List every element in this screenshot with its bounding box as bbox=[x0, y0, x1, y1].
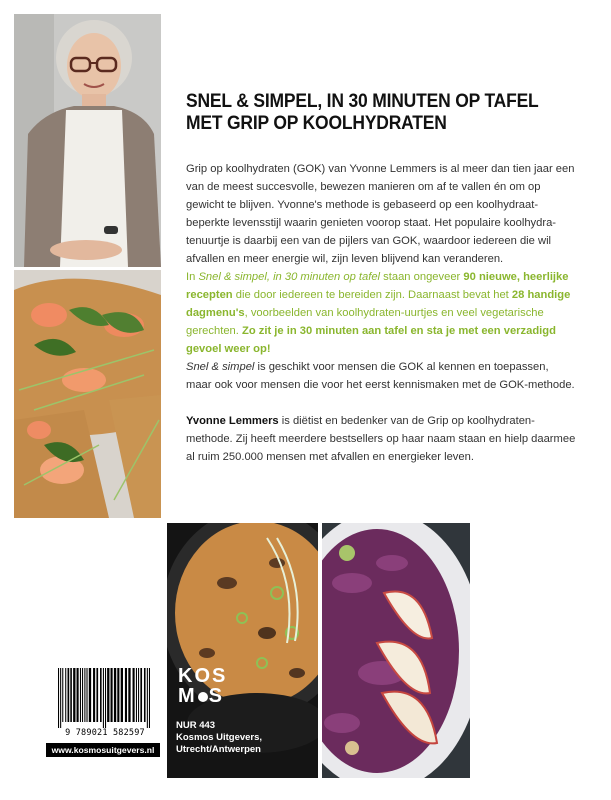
p2-highlight-tagline: Zo zit je in 30 minuten aan tafel en sta je met een verzadigd gevoel weer op! bbox=[186, 325, 556, 355]
barcode-bar bbox=[114, 668, 116, 722]
barcode-bar bbox=[80, 668, 81, 722]
barcode-bar bbox=[111, 668, 113, 722]
p3-text: is geschikt voor mensen die GOK al kennen en toepassen, maar ook voor mensen die voor het eerst kennismaken met de GOK-methode. bbox=[186, 361, 575, 391]
barcode-bar bbox=[103, 668, 104, 728]
barcode-bar bbox=[138, 668, 139, 722]
barcode-bar bbox=[140, 668, 142, 722]
p2-book-title: Snel & simpel, in 30 minuten op tafel bbox=[198, 271, 381, 283]
barcode-bar bbox=[125, 668, 127, 722]
barcode-bar bbox=[89, 668, 91, 722]
flatbread-photo bbox=[14, 270, 161, 518]
nur-code: NUR 443 bbox=[176, 720, 216, 731]
barcode-bar bbox=[117, 668, 119, 722]
logo-letter-m: M bbox=[178, 685, 197, 707]
barcode-bars bbox=[58, 668, 150, 728]
author-bio bbox=[186, 412, 576, 466]
barcode-bar bbox=[128, 668, 130, 722]
barcode-bar bbox=[60, 668, 61, 728]
publisher-city: Utrecht/Antwerpen bbox=[176, 744, 261, 755]
p3-book-title: Snel & simpel bbox=[186, 361, 255, 373]
blurb-paragraph-2 bbox=[186, 268, 576, 358]
heading-line-2: MET GRIP OP KOOLHYDRATEN bbox=[186, 113, 447, 134]
barcode-bar bbox=[65, 668, 66, 722]
barcode-bar bbox=[136, 668, 137, 722]
barcode-bar bbox=[77, 668, 79, 722]
blurb-paragraph-3 bbox=[186, 358, 576, 394]
barcode-bar bbox=[68, 668, 70, 722]
barcode-bar bbox=[73, 668, 75, 722]
p2-highlight-menus: 28 handige dagmenu's bbox=[186, 289, 571, 319]
isbn-number: 9 789021 582597 bbox=[65, 728, 145, 738]
p2-text-a: staan ongeveer bbox=[380, 271, 464, 283]
author-photo bbox=[14, 14, 161, 267]
barcode-bar bbox=[149, 668, 150, 728]
barcode-bar bbox=[84, 668, 85, 722]
barcode-bar bbox=[121, 668, 123, 722]
barcode-bar bbox=[86, 668, 87, 722]
barcode-bar bbox=[58, 668, 59, 728]
barcode-bar bbox=[133, 668, 135, 722]
p2-text-c: die door iedereen te bereiden zijn. Daarnaast bevat het bbox=[232, 289, 512, 301]
barcode-bar bbox=[62, 668, 63, 722]
barcode-bar bbox=[107, 668, 109, 722]
barcode-bar bbox=[144, 668, 146, 722]
barcode-bar bbox=[147, 668, 148, 728]
heading-line-1: SNEL & SIMPEL, IN 30 MINUTEN OP TAFEL bbox=[186, 91, 539, 112]
barcode-bar bbox=[93, 668, 95, 722]
barcode-bar bbox=[96, 668, 98, 722]
barcode-bar bbox=[82, 668, 83, 722]
kosmos-logo bbox=[178, 666, 242, 706]
back-cover-heading bbox=[186, 91, 563, 135]
p2-text-e: , voorbeelden van koolhydraten-uurtjes en veel vegetarische gerechten. bbox=[186, 307, 544, 337]
logo-dot bbox=[198, 692, 208, 702]
salad-photo bbox=[322, 523, 470, 778]
p2-highlight-recipes: 90 nieuwe, heerlijke recepten bbox=[186, 271, 569, 301]
publisher-name: Kosmos Uitgevers, bbox=[176, 732, 263, 743]
author-name: Yvonne Lemmers bbox=[186, 415, 279, 427]
blurb-text bbox=[186, 160, 576, 466]
barcode-bar bbox=[105, 668, 106, 728]
p2-intro: In bbox=[186, 271, 199, 283]
logo-letter-s: S bbox=[208, 685, 225, 707]
blurb-paragraph-1: Grip op koolhydraten (GOK) van Yvonne Lemmers is al meer dan tien jaar een van de meest succesvolle, bewezen manieren om af te vallen én om op gewicht te blijven. Yvonne's methode is gebaseerd op een koolhydraat-beperkte levensstijl waarin genieten voorop staat. Het populaire koolhydra-tenuurtje is daarbij een van de pijlers van GOK, waardoor iedereen die wil afvallen en meer energie wil, zijn leven blijvend kan veranderen. bbox=[186, 163, 575, 265]
barcode-bar bbox=[70, 668, 72, 722]
publisher-info bbox=[176, 720, 316, 756]
publisher-website: www.kosmosuitgevers.nl bbox=[46, 743, 160, 757]
author-bio-text: is diëtist en bedenker van de Grip op koolhydraten-methode. Zij heeft meerdere bestsellers op haar naam staan en hielp daarmee al ruim 250.000 mensen met afvallen en energieker leven. bbox=[186, 415, 576, 463]
logo-text-top: KOS bbox=[178, 665, 228, 687]
barcode-bar bbox=[100, 668, 102, 722]
